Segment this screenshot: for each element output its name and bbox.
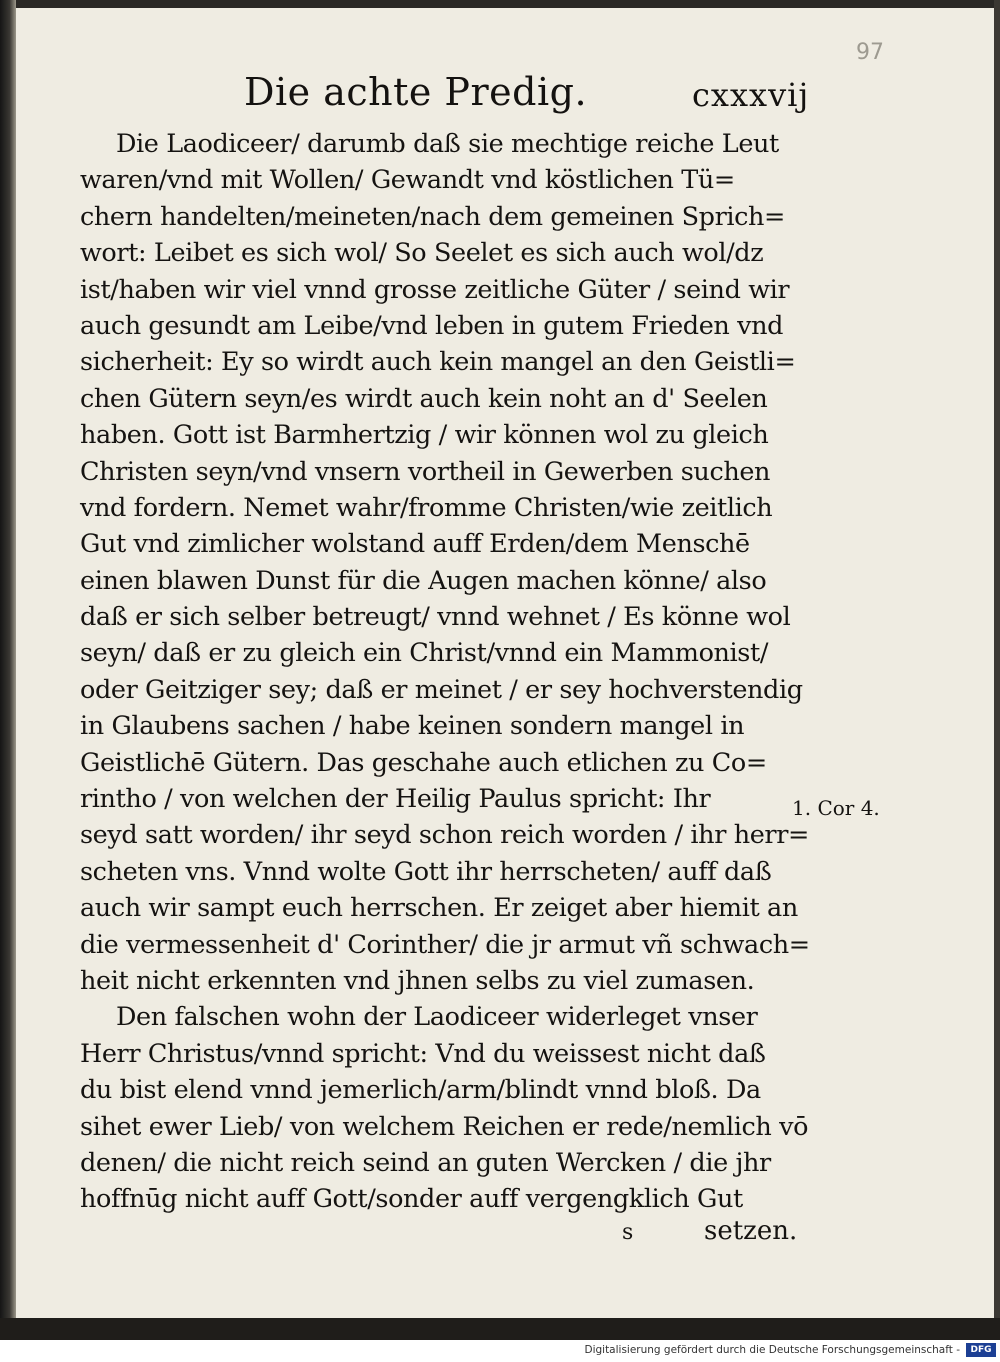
text-line: chen Gütern seyn/es wirdt auch kein noht an d' Seelen [80,383,768,414]
book-bottom-edge [0,1318,1000,1340]
funding-credit: Digitalisierung gefördert durch die Deutsche Forschungsgemeinschaft - [584,1344,960,1356]
dfg-logo: DFG [966,1343,996,1357]
text-line: denen/ die nicht reich seind an guten Wercken / die jhr [80,1147,771,1178]
paper-leaf [16,8,994,1318]
text-line: in Glaubens sachen / habe keinen sondern mangel in [80,711,745,742]
text-line: einen blawen Dunst für die Augen machen könne/ also [80,565,767,596]
text-line: auch gesundt am Leibe/vnd leben in gutem Frieden vnd [80,310,784,341]
text-line: scheten vns. Vnnd wolte Gott ihr herrscheten/ auff daß [80,856,772,887]
text-line: daß er sich selber betreugt/ vnnd wehnet / Es könne wol [80,602,791,633]
text-line: Gut vnd zimlicher wolstand auff Erden/dem Menschē [80,529,750,560]
text-line: seyn/ daß er zu gleich ein Christ/vnnd ein Mammonist/ [80,638,769,669]
text-line: hoffnūg nicht auff Gott/sonder auff vergengklich Gut [80,1184,743,1215]
text-line: ist/haben wir viel vnnd grosse zeitliche Güter / seind wir [80,274,790,305]
text-line: waren/vnd mit Wollen/ Gewandt vnd köstlichen Tü= [80,165,735,196]
text-line: Geistlichē Gütern. Das geschahe auch etlichen zu Co= [80,747,767,778]
text-line: sicherheit: Ey so wirdt auch kein mangel an den Geistli= [80,347,796,378]
text-line: du bist elend vnnd jemerlich/arm/blindt vnnd bloß. Da [80,1075,761,1106]
text-line: oder Geitziger sey; daß er meinet / er sey hochverstendig [80,674,803,705]
digitization-footer [0,1340,1000,1362]
text-line: sihet ewer Lieb/ von welchem Reichen er rede/nemlich vō [80,1111,809,1142]
book-top-edge [0,0,1000,8]
text-line: seyd satt worden/ ihr seyd schon reich worden / ihr herr= [80,820,809,851]
text-line: auch wir sampt euch herrschen. Er zeiget aber hiemit an [80,893,798,924]
sermon-text [80,126,810,1218]
marginal-reference: 1. Cor 4. [792,796,880,820]
text-line: Die Laodiceer/ darumb daß sie mechtige reiche Leut [116,129,779,159]
text-line: rintho / von welchen der Heilig Paulus spricht: Ihr [80,784,711,815]
text-line: wort: Leibet es sich wol/ So Seelet es sich auch wol/dz [80,238,764,269]
text-line: Christen seyn/vnd vnsern vortheil in Gewerben suchen [80,456,771,487]
catchword: setzen. [704,1216,798,1246]
book-right-edge [994,0,1000,1340]
signature-mark: s [622,1220,634,1245]
text-line: die vermessenheit d' Corinther/ die jr armut vñ schwach= [80,929,810,960]
paragraph-2 [80,999,809,1217]
running-title: Die achte Predig. [244,70,588,114]
text-line: Herr Christus/vnnd spricht: Vnd du weissest nicht daß [80,1038,766,1069]
folio-number: cxxxvij [692,76,810,114]
text-line: Den falschen wohn der Laodiceer widerleget vnser [116,1002,758,1033]
text-line: vnd fordern. Nemet wahr/fromme Christen/wie zeitlich [80,492,773,523]
book-spine-shadow [0,0,16,1340]
text-line: heit nicht erkennten vnd jhnen selbs zu viel zumasen. [80,965,755,996]
text-line: chern handelten/meineten/nach dem gemeinen Sprich= [80,201,786,232]
text-line: haben. Gott ist Barmhertzig / wir können wol zu gleich [80,420,769,451]
paragraph-1 [80,126,810,999]
pencil-page-number: 97 [856,40,884,65]
